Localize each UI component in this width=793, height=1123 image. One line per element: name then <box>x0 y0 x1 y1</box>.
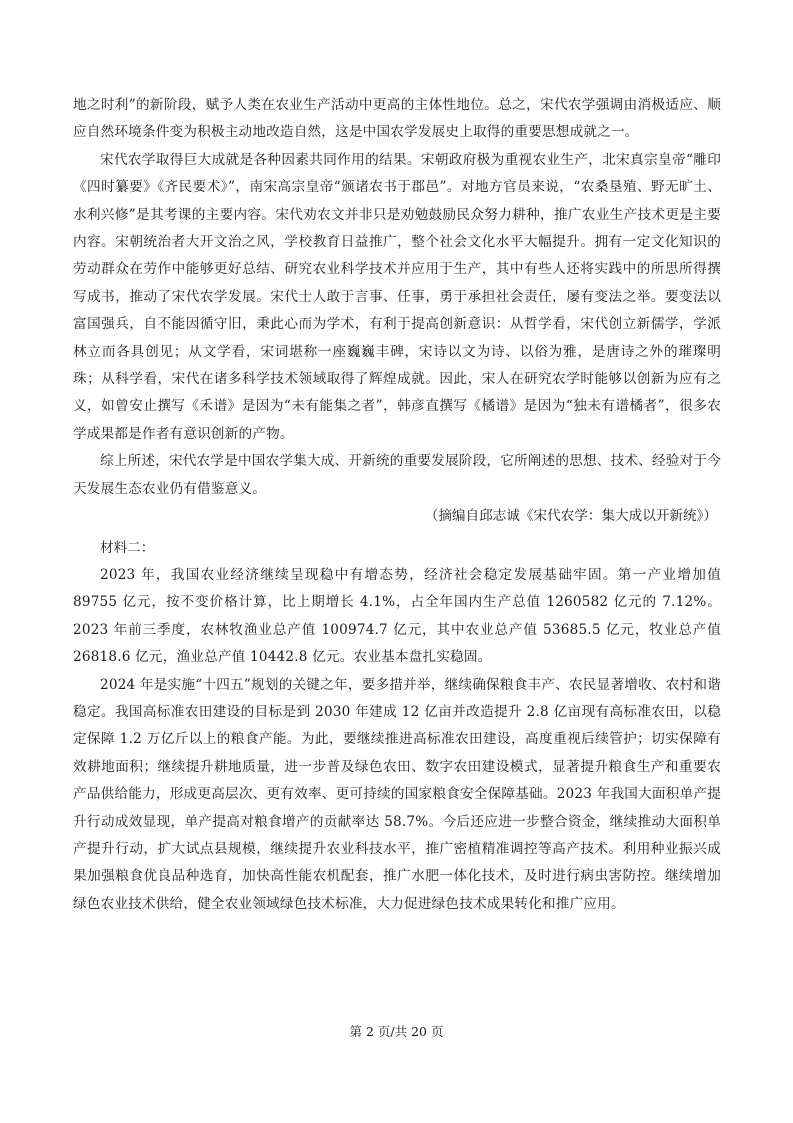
paragraph-intro-continued: 地之时利”的新阶段，赋予人类在农业生产活动中更高的主体性地位。总之，宋代农学强调由消极适应、顺应自然环境条件变为积极主动地改造自然，这是中国农学发展史上取得的重要思想成就之一。 <box>73 97 721 141</box>
page-number-footer: 第 2 页/共 20 页 <box>349 1024 444 1039</box>
paragraph-2023-agriculture-stats: 2023 年，我国农业经济继续呈现稳中有增态势，经济社会稳定发展基础牢固。第一产业增加值 89755 亿元，按不变价格计算，比上期增长 4.1%，占全年国内生产总值 1260582 亿元的 7.12%。2023 年前三季度，农林牧渔业总产值 100974.7 亿元，其中农业总产值 53685.5 亿元，牧业总产值 26818.6 亿元，渔业总产值 10442.8 亿元。农业基本盘扎实稳固。 <box>73 566 721 666</box>
paragraph-conclusion: 综上所述，宋代农学是中国农学集大成、开新统的重要发展阶段，它所阐述的思想、技术、经验对于今天发展生态农业仍有借鉴意义。 <box>73 453 721 497</box>
source-citation: （摘编自邱志诚《宋代农学：集大成以开新统》） <box>424 508 717 525</box>
paragraph-2024-plan: 2024 年是实施“十四五”规划的关键之年，要多措并举，继续确保粮食丰产、农民显著增收、农村和谐稳定。我国高标准农田建设的目标是到 2030 年建成 12 亿亩并改造提升 2.8 亿亩现有高标准农田，以稳定保障 1.2 万亿斤以上的粮食产能。为此，要继续推进高标准农田建设，高度重视后续管护；切实保障有效耕地面积；继续提升耕地质量，进一步普及绿色农田、数字农田建设模式，显著提升粮食生产和重要农产品供给能力，形成更高层次、更有效率、更可持续的国家粮食安全保障基础。2023 年我国大面积单产提升行动成效显现，单产提高对粮食增产的贡献率达 58.7%。今后还应进一步整合资金，继续推动大面积单产提升行动，扩大试点县规模，继续提升农业科技水平，推广密植精准调控等高产技术。利用种业振兴成果加强粮食优良品种选育，加快高性能农机配套，推广水肥一体化技术，及时进行病虫害防控。继续增加绿色农业技术供给，健全农业领域绿色技术标准，大力促进绿色技术成果转化和推广应用。 <box>73 676 721 912</box>
paragraph-song-agronomy-factors: 宋代农学取得巨大成就是各种因素共同作用的结果。宋朝政府极为重视农业生产，北宋真宗皇帝“雕印《四时纂要》《齐民要术》”，南宋高宗皇帝“颁诸农书于郡邑”。对地方官员来说，“农桑垦殖、野无旷土、水利兴修”是其考课的主要内容。宋代劝农文并非只是劝勉鼓励民众努力耕种，推广农业生产技术更是主要内容。宋朝统治者大开文治之风，学校教育日益推广，整个社会文化水平大幅提升。拥有一定文化知识的劳动群众在劳作中能够更好总结、研究农业科学技术并应用于生产，其中有些人还将实践中的所思所得撰写成书，推动了宋代农学发展。宋代士人敢于言事、任事，勇于承担社会责任，屡有变法之举。要变法以富国强兵，自不能因循守旧，秉此心而为学术，有利于提高创新意识：从哲学看，宋代创立新儒学，学派林立而各具创见；从文学看，宋词堪称一座巍巍丰碑，宋诗以文为诗、以俗为雅，是唐诗之外的璀璨明珠；从科学看，宋代在诸多科学技术领域取得了辉煌成就。因此，宋人在研究农学时能够以创新为应有之义，如曾安止撰写《禾谱》是因为“未有能集之者”，韩彦直撰写《橘谱》是因为“独未有谱橘者”，很多农学成果都是作者有意识创新的产物。 <box>73 151 721 442</box>
document-body <box>73 92 721 918</box>
material-two-label: 材料二： <box>100 539 155 556</box>
